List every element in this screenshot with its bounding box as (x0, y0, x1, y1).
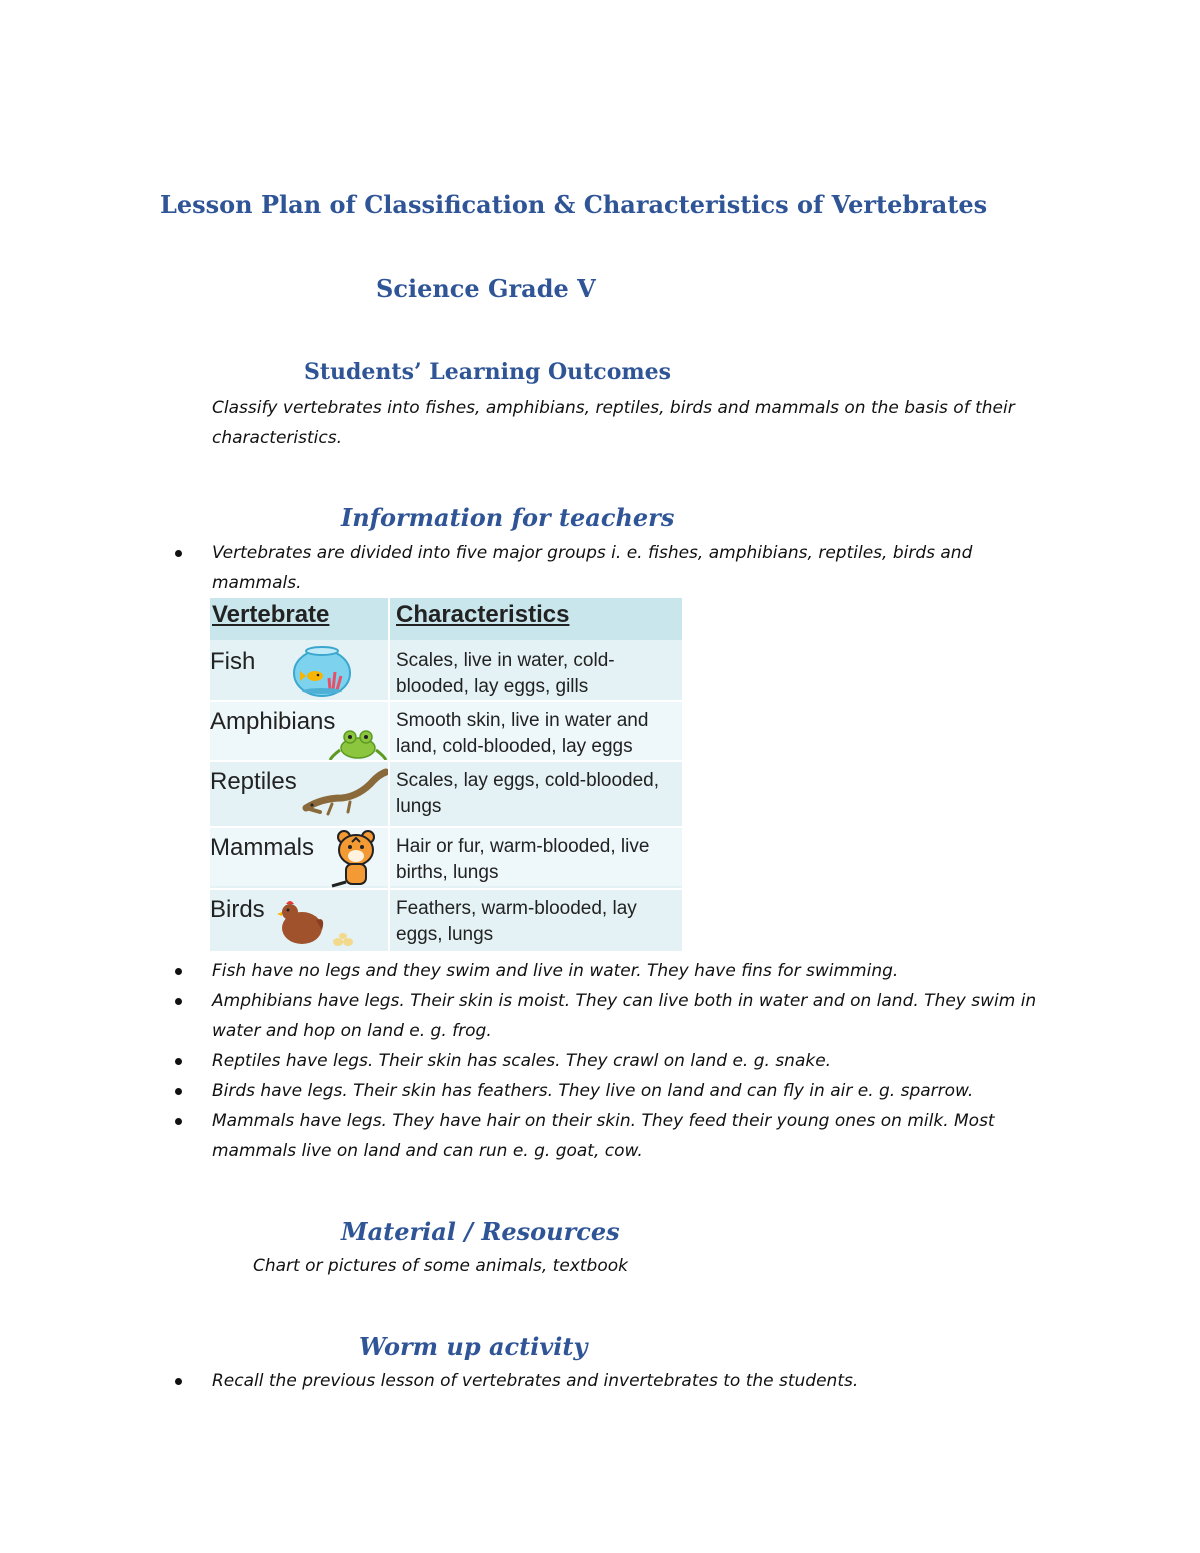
characteristics-line: eggs, lungs (396, 924, 494, 945)
table-row (210, 642, 682, 700)
info-heading: Information for teachers (341, 503, 675, 532)
characteristics-line: births, lungs (396, 862, 499, 883)
table-header (210, 598, 682, 640)
outcomes-text-line1: Classify vertebrates into fishes, amphibians, reptiles, birds and mammals on the basis of their (212, 398, 1015, 418)
info-intro-text: Vertebrates are divided into five major groups i. e. fishes, amphibians, reptiles, birds and mammals. (212, 543, 973, 593)
characteristics-line: blooded, lay eggs, gills (396, 676, 589, 697)
frog-icon (328, 728, 388, 762)
bullet-text: Mammals have legs. They have hair on their skin. They feed their young ones on milk. Most mammals live on land and can run e. g. goat, cow. (212, 1111, 995, 1161)
vertebrate-characteristics (396, 708, 682, 760)
info-intro-list (175, 538, 995, 598)
list-item (175, 1076, 1065, 1106)
bullet-icon (175, 1088, 182, 1095)
bullet-icon (175, 998, 182, 1005)
bullet-text: Fish have no legs and they swim and live in water. They have fins for swimming. (212, 961, 899, 981)
outcomes-text (212, 393, 1112, 453)
table-row (210, 828, 682, 886)
table-row (210, 762, 682, 820)
outcomes-text-line2: characteristics. (212, 428, 342, 448)
materials-heading: Material / Resources (341, 1217, 620, 1246)
hen-icon (276, 898, 360, 951)
list-item (175, 1366, 1065, 1396)
crocodile-icon (302, 768, 388, 818)
characteristics-line: Scales, live in water, cold- (396, 650, 615, 671)
vertebrate-characteristics (396, 834, 682, 886)
outcomes-heading: Students’ Learning Outcomes (304, 359, 672, 385)
characteristics-line: Scales, lay eggs, cold-blooded, (396, 770, 659, 791)
list-item (175, 986, 1065, 1046)
fishbowl-icon (290, 642, 354, 698)
vertebrate-name: Mammals (210, 834, 315, 861)
characteristics-line: Feathers, warm-blooded, lay (396, 898, 637, 919)
bullet-icon (175, 968, 182, 975)
list-item (175, 956, 1065, 986)
table-row (210, 702, 682, 760)
tiger-icon (326, 828, 386, 892)
bullet-text: Reptiles have legs. Their skin has scales. They crawl on land e. g. snake. (212, 1051, 832, 1071)
list-item (175, 1046, 1065, 1076)
bullet-text: Amphibians have legs. Their skin is moist. They can live both in water and on land. They swim in water and hop on land e. g. frog. (212, 991, 1037, 1041)
table-row (210, 890, 682, 948)
vertebrate-characteristics (396, 768, 682, 820)
bullet-icon (175, 1118, 182, 1125)
characteristics-line: Hair or fur, warm-blooded, live (396, 836, 650, 857)
bullet-icon (175, 1058, 182, 1065)
list-item (175, 1106, 1065, 1166)
bullet-icon (175, 550, 182, 557)
page-subtitle: Science Grade V (376, 274, 596, 303)
list-item (175, 538, 995, 598)
column-header-characteristics: Characteristics (396, 601, 570, 628)
materials-text: Chart or pictures of some animals, textbook (253, 1256, 628, 1276)
page-title: Lesson Plan of Classification & Characteristics of Vertebrates (160, 190, 988, 219)
info-bullet-list (175, 956, 1065, 1166)
characteristics-line: Smooth skin, live in water and (396, 710, 649, 731)
warmup-heading: Worm up activity (359, 1332, 588, 1361)
vertebrate-characteristics (396, 896, 682, 948)
vertebrate-name: Reptiles (210, 768, 297, 795)
column-divider (388, 598, 390, 951)
bullet-text: Recall the previous lesson of vertebrates and invertebrates to the students. (212, 1371, 859, 1391)
bullet-icon (175, 1378, 182, 1385)
characteristics-line: lungs (396, 796, 442, 817)
vertebrate-characteristics (396, 648, 682, 700)
warmup-list (175, 1366, 1065, 1396)
vertebrate-name: Amphibians (210, 708, 336, 735)
vertebrate-name: Fish (210, 648, 256, 675)
characteristics-line: land, cold-blooded, lay eggs (396, 736, 633, 757)
vertebrate-name: Birds (210, 896, 265, 923)
column-header-vertebrate: Vertebrate (212, 601, 330, 628)
vertebrate-table-figure (210, 598, 682, 951)
bullet-text: Birds have legs. Their skin has feathers. They live on land and can fly in air e. g. sparrow. (212, 1081, 974, 1101)
